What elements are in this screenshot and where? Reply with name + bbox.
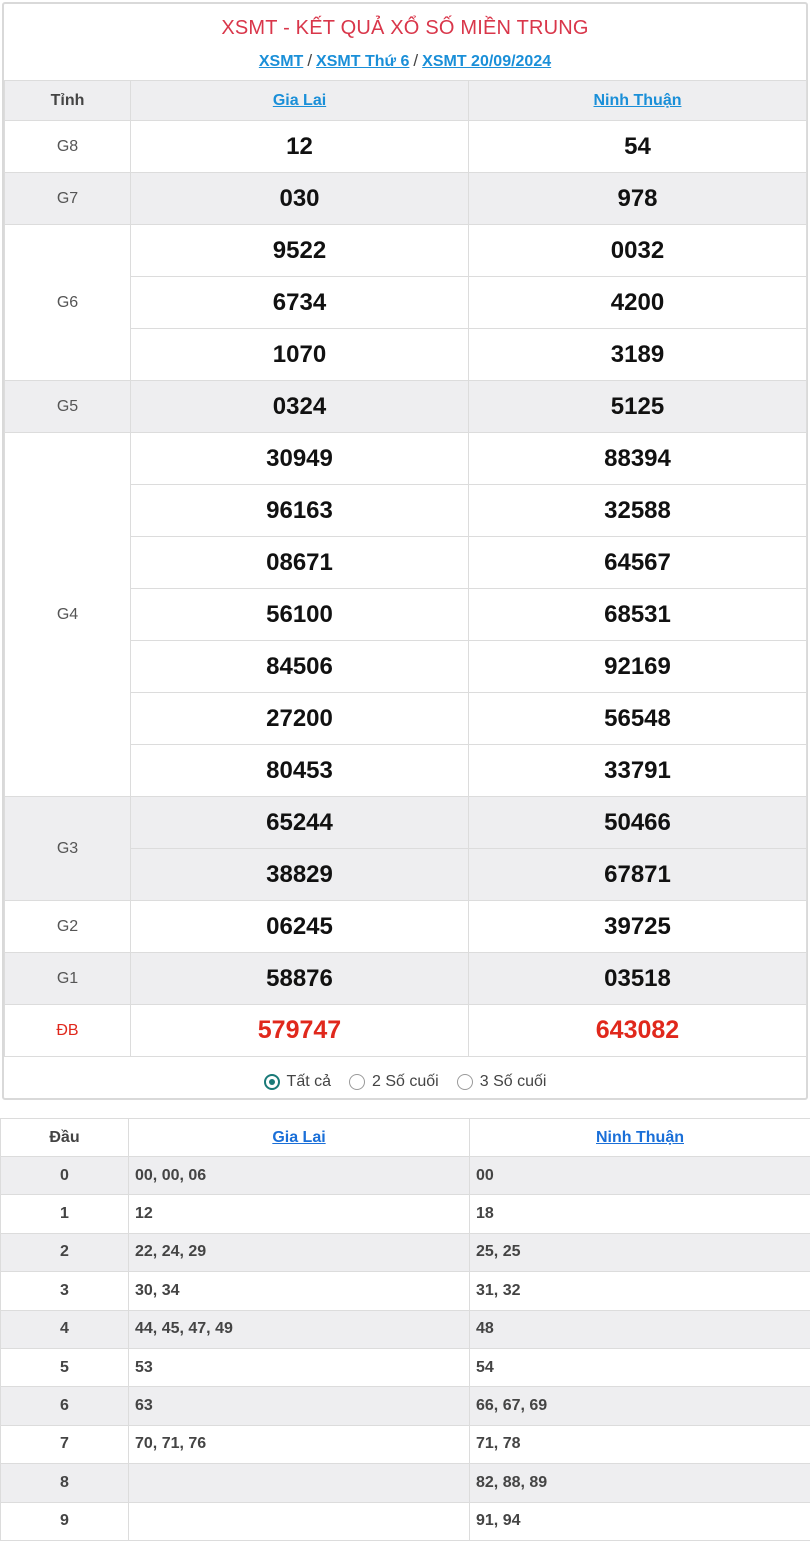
prize-number: 64567 <box>469 537 807 589</box>
loto-values: 25, 25 <box>470 1233 810 1271</box>
prize-number: 58876 <box>131 953 469 1005</box>
prize-row <box>5 953 807 1005</box>
loto-values: 82, 88, 89 <box>470 1464 810 1502</box>
prize-number: 12 <box>131 121 469 173</box>
filter-option-label: 3 Số cuối <box>480 1073 547 1091</box>
prize-number: 6734 <box>131 277 469 329</box>
breadcrumb-separator: / <box>413 51 418 70</box>
prize-number: 9522 <box>131 225 469 277</box>
filter-option-label: Tất cả <box>287 1073 331 1091</box>
filter-option[interactable] <box>457 1073 547 1091</box>
prize-label: G6 <box>5 225 131 381</box>
prize-row <box>5 225 807 277</box>
prize-number: 0032 <box>469 225 807 277</box>
prize-number: 0324 <box>131 381 469 433</box>
breadcrumb-link-xsmt-thu-6[interactable]: XSMT Thứ 6 <box>316 53 409 70</box>
loto-row <box>1 1272 810 1310</box>
special-prize-number: 643082 <box>469 1005 807 1057</box>
prize-number: 68531 <box>469 589 807 641</box>
loto-dau: 1 <box>1 1195 129 1233</box>
loto-values: 63 <box>129 1387 470 1425</box>
province-column-header: Tỉnh <box>5 81 131 121</box>
loto-row <box>1 1502 810 1540</box>
prize-number: 92169 <box>469 641 807 693</box>
loto-row <box>1 1195 810 1233</box>
prize-number: 65244 <box>131 797 469 849</box>
loto-dau: 4 <box>1 1310 129 1348</box>
prize-number: 39725 <box>469 901 807 953</box>
province-link-gia-lai[interactable]: Gia Lai <box>273 92 326 109</box>
loto-values <box>129 1502 470 1540</box>
loto-table <box>0 1118 810 1541</box>
prize-row <box>5 433 807 485</box>
loto-values: 70, 71, 76 <box>129 1425 470 1463</box>
radio-button[interactable] <box>349 1074 365 1090</box>
prize-label: G4 <box>5 433 131 797</box>
loto-header-row <box>1 1119 810 1157</box>
prize-row <box>5 901 807 953</box>
loto-province-header <box>129 1119 470 1157</box>
loto-dau: 3 <box>1 1272 129 1310</box>
breadcrumb-link-xsmt-date[interactable]: XSMT 20/09/2024 <box>422 53 551 70</box>
prize-number: 27200 <box>131 693 469 745</box>
prize-label: G8 <box>5 121 131 173</box>
filter-option-label: 2 Số cuối <box>372 1073 439 1091</box>
prize-number: 67871 <box>469 849 807 901</box>
prize-label: ĐB <box>5 1005 131 1057</box>
loto-values: 44, 45, 47, 49 <box>129 1310 470 1348</box>
loto-values: 54 <box>470 1348 810 1386</box>
prize-row <box>5 173 807 225</box>
filter-option[interactable] <box>349 1073 439 1091</box>
loto-values: 12 <box>129 1195 470 1233</box>
loto-row <box>1 1425 810 1463</box>
prize-row <box>5 1005 807 1057</box>
loto-values: 18 <box>470 1195 810 1233</box>
breadcrumb-separator: / <box>307 51 312 70</box>
loto-province-header <box>470 1119 810 1157</box>
prize-number: 88394 <box>469 433 807 485</box>
prize-number: 30949 <box>131 433 469 485</box>
prize-number: 030 <box>131 173 469 225</box>
breadcrumb-link-xsmt[interactable]: XSMT <box>259 53 303 70</box>
province-header-cell <box>131 81 469 121</box>
prize-number: 03518 <box>469 953 807 1005</box>
loto-row <box>1 1464 810 1502</box>
prize-label: G5 <box>5 381 131 433</box>
digit-filter <box>4 1057 806 1107</box>
loto-province-link-ninh-thuan[interactable]: Ninh Thuận <box>596 1129 684 1146</box>
prize-number: 54 <box>469 121 807 173</box>
breadcrumb <box>4 52 806 80</box>
loto-values: 53 <box>129 1348 470 1386</box>
filter-option[interactable] <box>264 1073 331 1091</box>
prize-number: 96163 <box>131 485 469 537</box>
loto-row <box>1 1233 810 1271</box>
loto-row <box>1 1348 810 1386</box>
results-table <box>4 80 807 1057</box>
prize-number: 3189 <box>469 329 807 381</box>
loto-values: 30, 34 <box>129 1272 470 1310</box>
loto-dau: 6 <box>1 1387 129 1425</box>
radio-button[interactable] <box>264 1074 280 1090</box>
prize-number: 06245 <box>131 901 469 953</box>
prize-number: 4200 <box>469 277 807 329</box>
prize-label: G1 <box>5 953 131 1005</box>
loto-values: 00 <box>470 1157 810 1195</box>
loto-values: 48 <box>470 1310 810 1348</box>
prize-number: 5125 <box>469 381 807 433</box>
loto-table-section <box>0 1118 810 1541</box>
prize-number: 32588 <box>469 485 807 537</box>
prize-number: 08671 <box>131 537 469 589</box>
prize-number: 80453 <box>131 745 469 797</box>
loto-row <box>1 1310 810 1348</box>
loto-dau: 9 <box>1 1502 129 1540</box>
results-card <box>2 2 808 1100</box>
prize-number: 33791 <box>469 745 807 797</box>
dau-column-header: Đầu <box>1 1119 129 1157</box>
loto-dau: 0 <box>1 1157 129 1195</box>
loto-row <box>1 1387 810 1425</box>
prize-number: 50466 <box>469 797 807 849</box>
page-title: XSMT - KẾT QUẢ XỔ SỐ MIỀN TRUNG <box>4 4 806 52</box>
prize-row <box>5 797 807 849</box>
loto-dau: 2 <box>1 1233 129 1271</box>
province-link-ninh-thuan[interactable]: Ninh Thuận <box>594 92 682 109</box>
loto-values: 31, 32 <box>470 1272 810 1310</box>
loto-values: 66, 67, 69 <box>470 1387 810 1425</box>
prize-row <box>5 121 807 173</box>
loto-dau: 8 <box>1 1464 129 1502</box>
loto-dau: 7 <box>1 1425 129 1463</box>
prize-label: G3 <box>5 797 131 901</box>
prize-number: 978 <box>469 173 807 225</box>
loto-values: 91, 94 <box>470 1502 810 1540</box>
special-prize-number: 579747 <box>131 1005 469 1057</box>
prize-number: 84506 <box>131 641 469 693</box>
loto-values: 71, 78 <box>470 1425 810 1463</box>
loto-dau: 5 <box>1 1348 129 1386</box>
radio-button[interactable] <box>457 1074 473 1090</box>
loto-values <box>129 1464 470 1502</box>
prize-number: 56548 <box>469 693 807 745</box>
loto-row <box>1 1157 810 1195</box>
prize-number: 56100 <box>131 589 469 641</box>
prize-number: 1070 <box>131 329 469 381</box>
results-header-row <box>5 81 807 121</box>
loto-values: 00, 00, 06 <box>129 1157 470 1195</box>
prize-label: G7 <box>5 173 131 225</box>
prize-number: 38829 <box>131 849 469 901</box>
prize-row <box>5 381 807 433</box>
prize-label: G2 <box>5 901 131 953</box>
loto-province-link-gia-lai[interactable]: Gia Lai <box>272 1129 325 1146</box>
province-header-cell <box>469 81 807 121</box>
loto-values: 22, 24, 29 <box>129 1233 470 1271</box>
